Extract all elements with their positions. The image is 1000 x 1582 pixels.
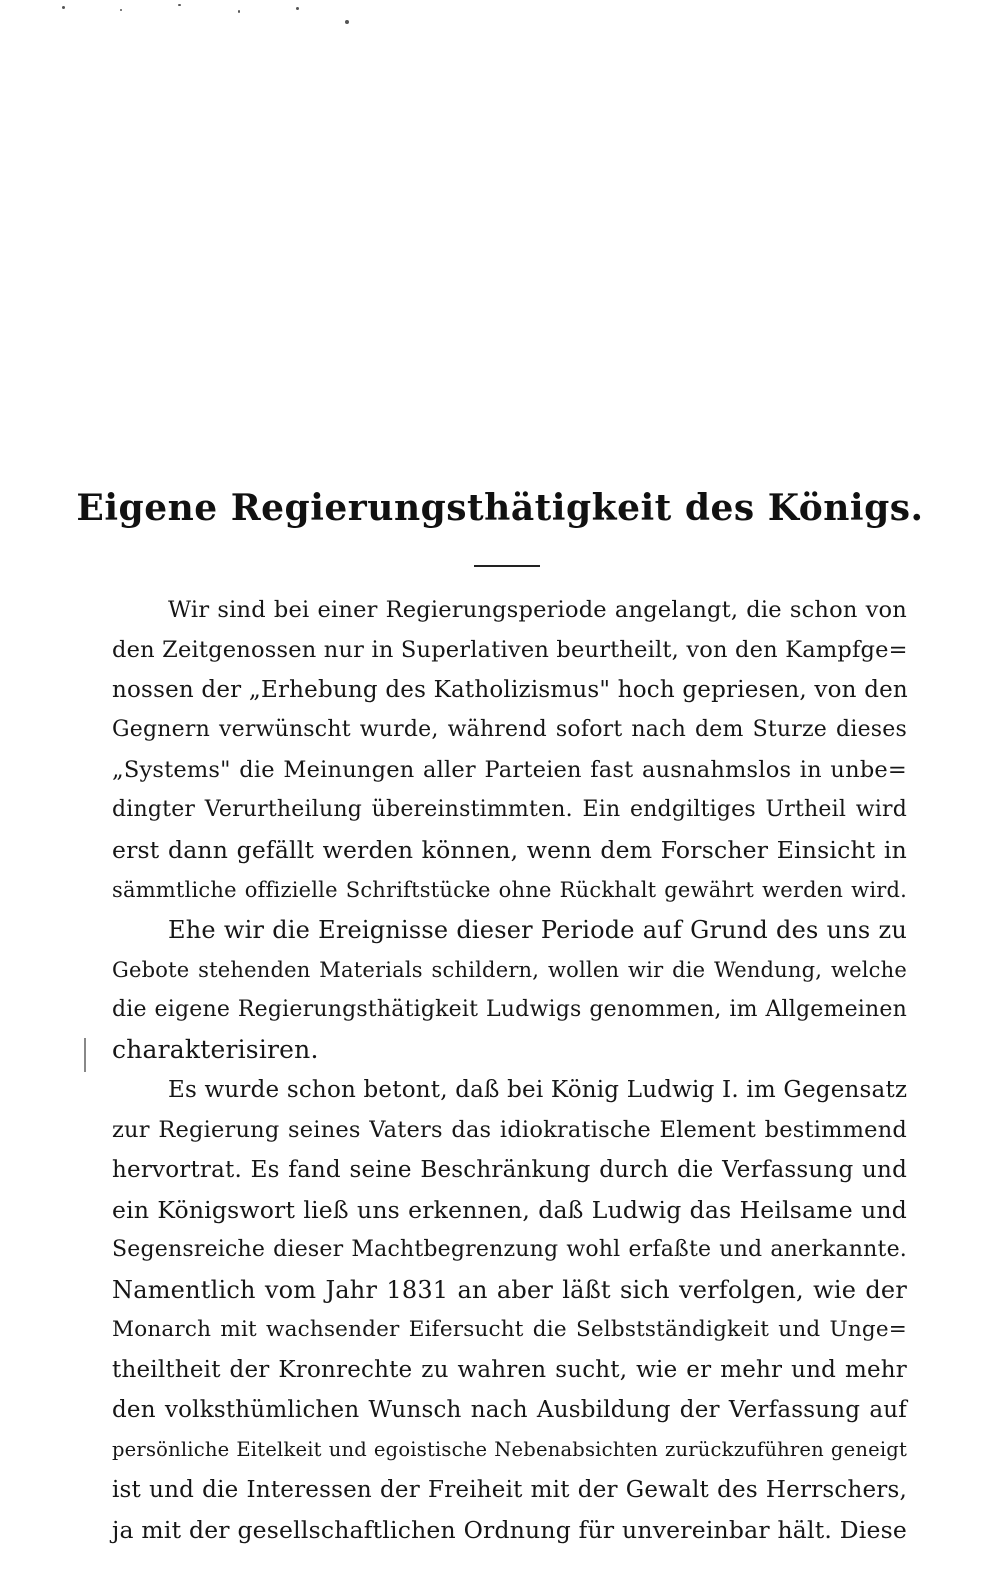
text-line: den Zeitgenossen nur in Superlativen beurtheilt, von den Kampfge=	[112, 637, 908, 663]
text-line: ist und die Interessen der Freiheit mit der Gewalt des Herrschers,	[112, 1477, 907, 1503]
text-line: zur Regierung seines Vaters das idiokratische Element bestimmend	[112, 1117, 907, 1143]
text-line: Wir sind bei einer Regierungsperiode angelangt, die schon von	[168, 597, 907, 623]
text-line: Es wurde schon betont, daß bei König Ludwig I. im Gegensatz	[168, 1077, 908, 1103]
text-line: Segensreiche dieser Machtbegrenzung wohl erfaßte und anerkannte.	[112, 1237, 907, 1262]
scan-speck	[296, 7, 299, 10]
text-line: Ehe wir die Ereignisse dieser Periode auf Grund des uns zu	[168, 916, 907, 944]
text-line: Monarch mit wachsender Eifersucht die Selbstständigkeit und Unge=	[112, 1317, 907, 1342]
text-line: sämmtliche offizielle Schriftstücke ohne Rückhalt gewährt werden wird.	[112, 878, 907, 902]
chapter-heading: Eigene Regierungsthätigkeit des Königs.	[76, 487, 924, 529]
text-line: Gegnern verwünscht wurde, während sofort nach dem Sturze dieses	[112, 717, 907, 742]
text-line: „Systems" die Meinungen aller Parteien fast ausnahmslos in unbe=	[112, 757, 907, 783]
scan-speck	[345, 20, 349, 24]
scan-speck	[62, 6, 65, 9]
text-line: charakterisiren.	[112, 1035, 319, 1064]
text-line: die eigene Regierungsthätigkeit Ludwigs genommen, im Allgemeinen	[112, 997, 907, 1022]
text-line: persönliche Eitelkeit und egoistische Nebenabsichten zurückzuführen geneigt	[112, 1438, 907, 1461]
text-line: Namentlich vom Jahr 1831 an aber läßt sich verfolgen, wie der	[112, 1276, 907, 1304]
text-line: den volksthümlichen Wunsch nach Ausbildung der Verfassung auf	[112, 1397, 907, 1423]
text-line: theiltheit der Kronrechte zu wahren sucht, wie er mehr und mehr	[112, 1357, 907, 1383]
margin-mark	[84, 1038, 86, 1072]
text-line: erst dann gefällt werden können, wenn dem Forscher Einsicht in	[112, 836, 907, 864]
heading-divider	[474, 565, 540, 567]
scan-speck	[178, 4, 181, 6]
text-line: nossen der „Erhebung des Katholizismus" hoch gepriesen, von den	[112, 677, 908, 703]
scan-speck	[120, 9, 122, 11]
scan-speck	[238, 10, 240, 13]
text-line: dingter Verurtheilung übereinstimmten. Ein endgiltiges Urtheil wird	[112, 797, 907, 822]
text-line: ja mit der gesellschaftlichen Ordnung für unvereinbar hält. Diese	[112, 1516, 907, 1544]
text-line: Gebote stehenden Materials schildern, wollen wir die Wendung, welche	[112, 958, 907, 982]
text-line: ein Königswort ließ uns erkennen, daß Ludwig das Heilsame und	[112, 1196, 907, 1224]
text-line: hervortrat. Es fand seine Beschränkung durch die Verfassung und	[112, 1157, 907, 1183]
